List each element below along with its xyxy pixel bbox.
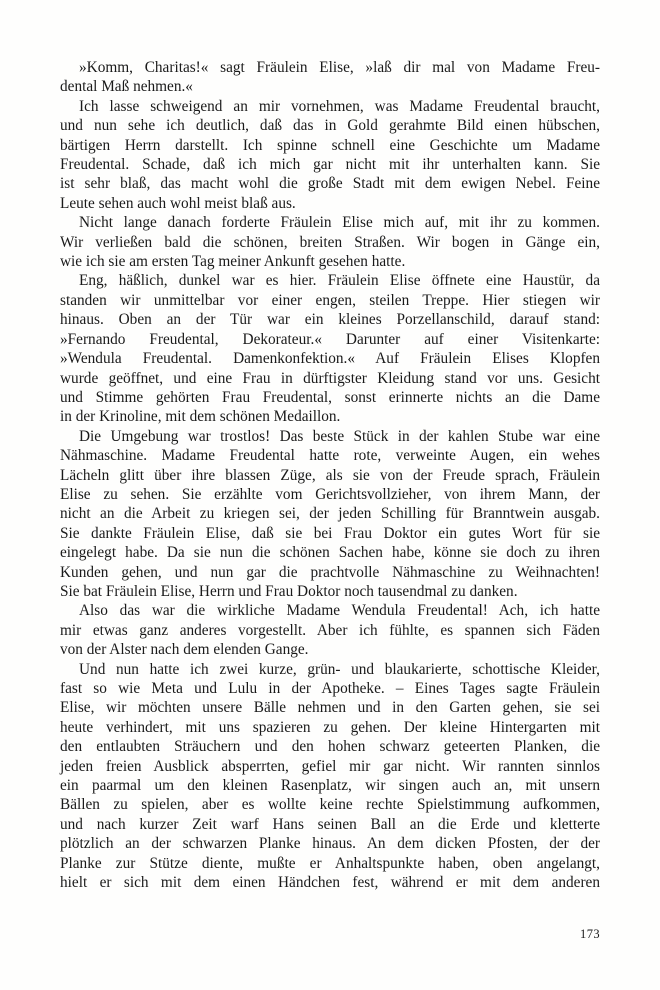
text-line: wurde geöffnet, und eine Frau in dürftigster Kleidung stand vor uns. Gesicht (60, 369, 600, 387)
text-line: Leute sehen auch wohl meist blaß aus. (60, 194, 296, 212)
text-line: mir etwas ganz anderes vorgestellt. Aber ich fühlte, es spannen sich Fäden (60, 621, 600, 639)
text-line: »Fernando Freudental, Dekorateur.« Darunter auf einer Visitenkarte: (60, 330, 600, 348)
text-line: Lächeln glitt über ihre blassen Züge, als sie von der Freude sprach, Fräulein (60, 466, 600, 484)
text-line: und Stimme gehörten Frau Freudental, sonst erinnerte nichts an die Dame (60, 388, 600, 406)
text-line: hielt er sich mit dem einen Händchen fest, während er mit dem anderen (60, 874, 600, 892)
text-line: Ich lasse schweigend an mir vornehmen, was Madame Freudental braucht, (79, 97, 600, 115)
paragraph (60, 213, 600, 271)
text-line: fast so wie Meta und Lulu in der Apotheke. – Eines Tages sagte Fräulein (60, 680, 600, 697)
text-line: ist sehr blaß, das macht wohl die große Stadt mit dem ewigen Nebel. Feine (60, 175, 600, 193)
text-line: Planke zur Stütze diente, mußte er Anhaltspunkte haben, oben angelangt, (60, 854, 600, 872)
text-line: Elise, wir möchten unsere Bälle nehmen und in den Garten gehen, sie sei (60, 699, 600, 717)
text-line: »Komm, Charitas!« sagt Fräulein Elise, »laß dir mal von Madame Freu- (79, 59, 600, 76)
text-line: von der Alster nach dem elenden Gange. (60, 641, 309, 659)
paragraph (60, 58, 600, 97)
text-line: eingelegt habe. Da sie nun die schönen Sachen habe, könne sie doch zu ihren (60, 544, 600, 562)
text-line: Sie dankte Fräulein Elise, daß sie bei Frau Doktor ein gutes Wort für sie (60, 524, 600, 542)
text-line: Kunden gehen, und nun gar die prachtvolle Nähmaschine zu Weihnachten! (60, 563, 600, 581)
paragraph (60, 660, 600, 893)
text-line: Die Umgebung war trostlos! Das beste Stück in der kahlen Stube war eine (79, 427, 600, 445)
text-line: dental Maß nehmen.« (60, 78, 193, 96)
paragraph (60, 427, 600, 602)
text-line: hinaus. Oben an der Tür war ein kleines Porzellanschild, darauf stand: (60, 311, 600, 329)
text-line: standen wir unmittelbar vor einer engen, steilen Treppe. Hier stiegen wir (60, 291, 600, 309)
text-line: den entlaubten Sträuchern und den hohen schwarz geteerten Planken, die (60, 738, 600, 756)
text-line: ein paarmal um den kleinen Rasenplatz, wir singen auch an, mit unsern (60, 777, 600, 795)
text-line: bärtigen Herrn darstellt. Ich spinne schnell eine Geschichte um Madame (60, 136, 600, 154)
text-line: und nun sehe ich deutlich, daß das in Gold gerahmte Bild einen hübschen, (60, 117, 600, 135)
text-line: Nicht lange danach forderte Fräulein Elise mich auf, mit ihr zu kommen. (79, 214, 600, 232)
text-line: wie ich sie am ersten Tag meiner Ankunft gesehen hatte. (60, 253, 406, 271)
text-line: Wir verließen bald die schönen, breiten Straßen. Wir bogen in Gänge ein, (60, 233, 600, 251)
text-line: Bällen zu spielen, aber es wollte keine rechte Spielstimmung aufkommen, (60, 796, 600, 814)
text-line: Also das war die wirkliche Madame Wendula Freudental! Ach, ich hatte (79, 602, 600, 620)
text-line: und nach kurzer Zeit warf Hans seinen Ball an die Erde und kletterte (60, 815, 600, 833)
text-line: Nähmaschine. Madame Freudental hatte rote, verweinte Augen, ein wehes (60, 447, 600, 465)
paragraph (60, 601, 600, 659)
text-line: Und nun hatte ich zwei kurze, grün- und blaukarierte, schottische Kleider, (79, 660, 600, 678)
text-line: plötzlich an der schwarzen Planke hinaus. An dem dicken Pfosten, der der (60, 835, 600, 853)
page-number: 173 (580, 927, 600, 941)
text-line: Eng, häßlich, dunkel war es hier. Fräulein Elise öffnete eine Haustür, da (79, 272, 600, 290)
text-line: Sie bat Fräulein Elise, Herrn und Frau Doktor noch tausendmal zu danken. (60, 582, 518, 600)
page-text-block (60, 58, 600, 892)
text-line: Freudental. Schade, daß ich mich gar nicht mit ihr unterhalten kann. Sie (60, 156, 600, 174)
text-line: in der Krinoline, mit dem schönen Medaillon. (60, 408, 341, 426)
text-line: heute verhindert, mit uns spazieren zu gehen. Der kleine Hintergarten mit (60, 718, 600, 736)
text-line: »Wendula Freudental. Damenkonfektion.« Auf Fräulein Elises Klopfen (60, 350, 600, 368)
paragraph (60, 271, 600, 426)
text-line: nicht an die Arbeit zu kriegen sei, der jeden Schilling für Branntwein ausgab. (60, 505, 600, 523)
paragraph (60, 97, 600, 213)
text-line: jeden freien Ausblick absperrten, gefiel mir gar nicht. Wir rannten sinnlos (60, 757, 600, 775)
text-line: Elise zu sehen. Sie erzählte vom Gerichtsvollzieher, von ihrem Mann, der (60, 485, 600, 503)
